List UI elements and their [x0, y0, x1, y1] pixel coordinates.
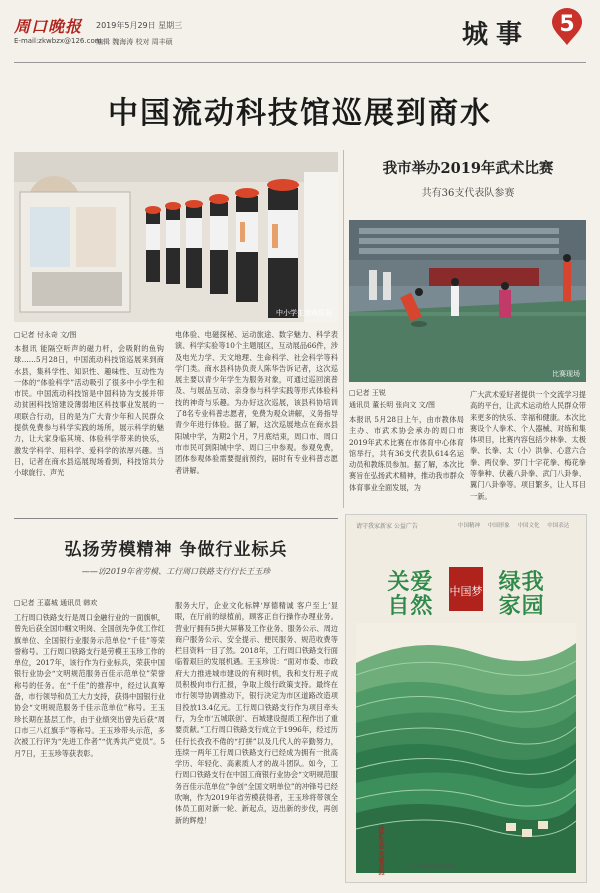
public-service-ad — [345, 514, 587, 883]
ad-slogans: 中国精神 中国形象 中国文化 中国表达 — [458, 523, 570, 529]
ad-headline-text: 家园 — [498, 593, 545, 619]
section-divider — [14, 518, 338, 519]
header-divider — [14, 62, 586, 63]
ad-headline-text: 自然 — [387, 593, 434, 619]
article-headline: 我市举办2019年武术比赛 — [382, 160, 554, 177]
article-subheadline: 共有36支代表队参赛 — [421, 188, 515, 199]
science-exhibit-photo — [14, 152, 338, 322]
article-byline: □记者 王锐 — [349, 389, 386, 397]
editor-credits: 编辑 魏海涛 校对 周丰硕 — [96, 38, 173, 46]
main-headline: 中国流动科技馆巡展到商水 — [108, 96, 492, 131]
article-column: 工行周口铁路支行是周口金融行业的一面旗帜，曾先后获全国巾帼文明岗、全国创先争优工作红旗单位、全国银行业服务示范单位“千佳”等荣誉称号。工行周口铁路支行是劳模王玉珍工作的单位，2017年，该行作为行业标兵，荣获中国银行业协会“文明规范服务百佳示范单位”荣誉称号的任务。在“千佳”的推荐中，经过认真筹备，市行领导和员工大力支持，获得中国银行业协会“文明规范服务千佳示范单位”称号。王玉珍长期在基层工作，由于业绩突出曾先后获“周口市三八红旗手”等称号。王玉珍带头示范，多次被工行评为“先进工作者”“优秀共产党员”。5月7日，王玉珍等获表彰。 — [14, 613, 165, 758]
section-title: 城事 — [462, 20, 531, 50]
martial-arts-photo — [349, 220, 586, 382]
article-headline: 弘扬劳模精神 争做行业标兵 — [64, 540, 288, 560]
article-column: 本报讯 能隔空听声的磁力杆，会吸附的鱼钩球……5月28日，中国流动科技馆巡展来到商水县，集科学性、知识性、趣味性、互动性为一体的“体验科学”活动吸引了很多中小学生和市民。中国流动科技馆是中国科协为支援并带动贫困科技馆建设薄弱地区科技事业发展的一项联合行动，目的是为广大青少年和人民群众提供免费参与科学实践的场所，展示科学的魅力，让大家身临其境、体验科学带来的快乐，激发学科学、用科学、爱科学的浓厚兴趣。当日，记者在商水县巡展现场看到，科技馆共分小球旋行、声光 — [14, 344, 164, 478]
photo-caption: 比赛现场 — [552, 370, 580, 378]
article-subheadline: ——访2019年省劳模、工行周口铁路支行行长王玉珍 — [81, 567, 271, 576]
svg-text:中国梦: 中国梦 — [449, 585, 483, 598]
article-byline: □记者 付永奇 文/图 — [14, 331, 77, 339]
article-column: 广大武术爱好者提供一个交流学习提高的平台，让武术运动给人民群众带来更多的快乐、幸福和健康。本次比赛设个人拳术、个人器械、对练和集体项目，比赛内容包括少林拳、太极拳、长拳、太（小）洪拳、心意六合拳、两仪拳、罗门十字花拳、梅花拳等拳种、伏羲八卦拳、武门八卦拳、翼门八卦拳等。项目繁多，让人耳目一新。 — [470, 390, 586, 501]
ad-headline-text: 绿我 — [498, 569, 545, 595]
ad-seal: 保护生态 关爱自然 — [377, 825, 384, 876]
ad-headline-text: 关爱 — [387, 569, 434, 595]
masthead — [0, 0, 600, 62]
contact-email: E-mail:zkwbzx@126.com — [14, 37, 102, 45]
photo-caption: 中小学生参观巡展 — [276, 309, 332, 317]
issue-date: 2019年5月29日 星期三 — [96, 21, 183, 30]
article-byline: 通讯员 董长明 张向文 文/图 — [349, 401, 436, 409]
terraced-fields-illustration — [356, 623, 576, 876]
newspaper-logo: 周口晚报 — [14, 17, 83, 36]
china-dream-emblem-icon — [449, 567, 483, 611]
article-column: 服务大厅，企业文化标牌‘厚德精诚 客户至上’显眼，在厅前的绿植前，顾客正自行操作办理业务。营业厅拥有5拼大屏幕及工作业务、服务公示、周边商户服务公示、安全提示、便民服务、规范收费等栏目资料一目了然。2018年，工行周口铁路支行面临着艰巨的发展机遇。王玉珍说：“面对市委、市政府大力推进城市建设的有利时机，我和支行班子成员积极向市行汇报，争取上级行政策支持。最终在市行领导协调推动下，银行决定为市区道路改造项目投放13.4亿元。工行周口铁路支行作为项目牵头行，为全市‘五城联创’、百城建设提质工程作出了重要贡献。”工行周口铁路支行成立于1996年，经过历任行长孜孜不倦的“打拼”以及几代人的辛勤努力，连续一两年工行周口铁路支行已经成为拥有一批高学历、年轻化、高素质人才的战斗团队。如今，工行周口铁路支行在中国工商银行业协会“文明规范服务百佳示范单位”争创“全国文明单位”的冲锋号已经吹响，作为2019年省劳模获得者，王玉珍将带领全体员工面对新一轮、新起点，迈出新的步伐，再创新的辉煌！ — [175, 601, 338, 825]
article-column: 电体验、电磁探秘、运动旅途、数字魅力、科学表演、科学实验等10个主题展区，互动展品66件，涉及电光力学、天文地理、生命科学、社会科学等科学门类。商水县科协负责人陈华告诉记者，这次巡展主要以青少年学生为服务对象，可通过巡回演普及、与展品互动、亲身参与科学实践等形式体验科技的神奇与乐趣。为办好这次巡展，该县科协培训了8名专业科普志愿者，免费为观众讲解，义务指导青少年进行体验。据了解，这次巡展地点在商水县阳城中学，为期2个月，7月底结束，周口市、周口市市民可到阳城中学、周口三中参观。参观免费，团体参观体验需要提前预约，届时有专业科普志愿者讲解。 — [175, 330, 338, 475]
ad-tagline: 请守我家新家 公益广告 — [356, 523, 418, 530]
page-number: 5 — [559, 12, 575, 37]
article-byline: □记者 王嘉城 通讯员 韩欢 — [14, 599, 98, 607]
article-column: 本报讯 5月28日上午，由市教体局主办、市武术协会承办的周口市2019年武术比赛在市体育中心体育馆举行，共有36支代表队614名运动员和教练员参加。据了解，本次比赛旨在弘扬武术精神，推动我市群众体育事业全面发展，为 — [349, 415, 464, 492]
column-divider — [343, 150, 344, 508]
ad-footer: 周口晚报文明委宣 — [408, 863, 457, 870]
